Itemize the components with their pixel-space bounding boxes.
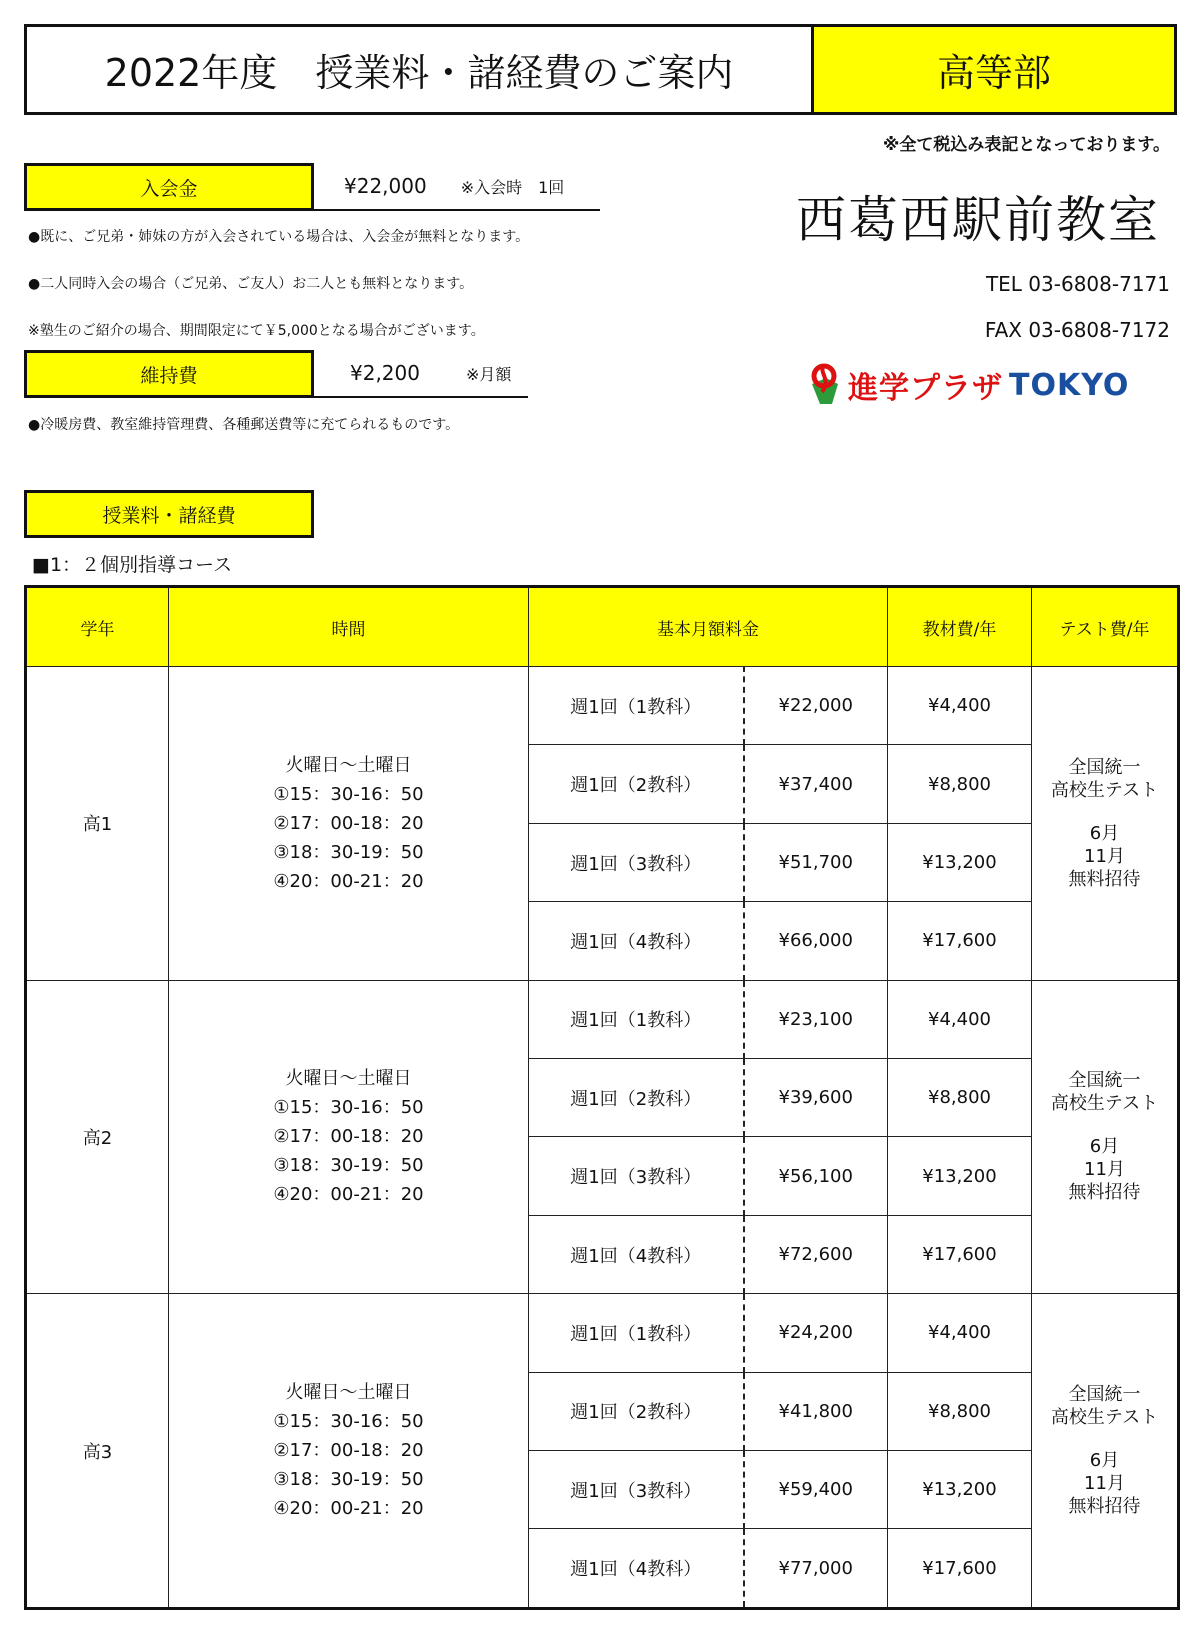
- time-slot: ③18：30-19：50: [273, 841, 424, 863]
- maintenance-fee-line: [314, 350, 528, 398]
- test-line: 全国統一: [1068, 1384, 1141, 1406]
- enrollment-note-2: ●二人同時入会の場合（ご兄弟、ご友人）お二人とも無料となります。: [28, 276, 474, 292]
- test-cell: [1032, 1294, 1179, 1609]
- time-slot: ③18：30-19：50: [273, 1155, 424, 1177]
- test-line: 11月: [1084, 845, 1125, 867]
- materials-fee: ¥13,200: [888, 1137, 1032, 1215]
- monthly-fee: ¥56,100: [744, 1137, 888, 1215]
- materials-fee: ¥17,600: [888, 1215, 1032, 1293]
- header-materials: 教材費/年: [888, 587, 1032, 667]
- header-test: テスト費/年: [1032, 587, 1179, 667]
- logo-mark-icon: [808, 362, 842, 408]
- test-line: 無料招待: [1068, 1182, 1141, 1204]
- monthly-fee: ¥66,000: [744, 902, 888, 980]
- header-grade: 学年: [26, 587, 169, 667]
- materials-fee: ¥4,400: [888, 667, 1032, 745]
- time-slot: ①15：30-16：50: [273, 1411, 424, 1433]
- lesson-frequency: 週1回（1教科）: [529, 1294, 744, 1372]
- enrollment-note-1: ●既に、ご兄弟・姉妹の方が入会されている場合は、入会金が無料となります。: [28, 229, 530, 245]
- time-slot: ④20：00-21：20: [273, 1498, 424, 1520]
- tax-note: ※全て税込み表記となっております。: [882, 135, 1170, 155]
- maintenance-amount: ¥2,200: [350, 361, 420, 385]
- time-slot: ③18：30-19：50: [273, 1469, 424, 1491]
- grade-cell: 高1: [26, 667, 169, 981]
- enrollment-label: 入会金: [24, 163, 314, 211]
- table-row: [26, 1294, 1179, 1372]
- lesson-frequency: 週1回（3教科）: [529, 1137, 744, 1215]
- course-name: ■1：２個別指導コース: [32, 554, 233, 576]
- materials-fee: ¥17,600: [888, 1529, 1032, 1609]
- monthly-fee: ¥72,600: [744, 1215, 888, 1293]
- monthly-fee: ¥39,600: [744, 1059, 888, 1137]
- page-title: 2022年度 授業料・諸経費のご案内: [27, 27, 814, 112]
- enrollment-note: ※入会時 1回: [460, 177, 565, 197]
- time-cell: [169, 1294, 529, 1609]
- test-line: 11月: [1084, 1473, 1125, 1495]
- monthly-fee: ¥24,200: [744, 1294, 888, 1372]
- materials-fee: ¥13,200: [888, 823, 1032, 901]
- materials-fee: ¥8,800: [888, 1372, 1032, 1450]
- test-line: 無料招待: [1068, 868, 1141, 890]
- time-cell: [169, 667, 529, 981]
- time-slot: ①15：30-16：50: [273, 783, 424, 805]
- materials-fee: ¥4,400: [888, 980, 1032, 1058]
- monthly-fee: ¥37,400: [744, 745, 888, 823]
- maintenance-description: ●冷暖房費、教室維持管理費、各種郵送費等に充てられるものです。: [28, 417, 460, 433]
- monthly-fee: ¥22,000: [744, 667, 888, 745]
- grade-cell: 高2: [26, 980, 169, 1294]
- logo-text-en: TOKYO: [1009, 367, 1130, 403]
- days-text: 火曜日～土曜日: [285, 754, 412, 776]
- monthly-fee: ¥51,700: [744, 823, 888, 901]
- materials-fee: ¥4,400: [888, 1294, 1032, 1372]
- test-line: 無料招待: [1068, 1496, 1141, 1518]
- tuition-label: 授業料・諸経費: [24, 490, 314, 538]
- test-line: 6月: [1089, 822, 1120, 844]
- test-line: 高校生テスト: [1050, 1093, 1159, 1115]
- logo-text: 進学プラザ: [848, 371, 1003, 406]
- maintenance-label: 維持費: [24, 350, 314, 398]
- lesson-frequency: 週1回（1教科）: [529, 667, 744, 745]
- lesson-frequency: 週1回（2教科）: [529, 1059, 744, 1137]
- tel-number: TEL 03-6808-7171: [985, 272, 1170, 296]
- materials-fee: ¥13,200: [888, 1451, 1032, 1529]
- time-slot: ②17：00-18：20: [273, 812, 424, 834]
- days-text: 火曜日～土曜日: [285, 1068, 412, 1090]
- days-text: 火曜日～土曜日: [285, 1382, 412, 1404]
- test-line: 全国統一: [1068, 1070, 1141, 1092]
- monthly-fee: ¥23,100: [744, 980, 888, 1058]
- test-cell: [1032, 667, 1179, 981]
- monthly-fee: ¥59,400: [744, 1451, 888, 1529]
- monthly-fee: ¥77,000: [744, 1529, 888, 1609]
- time-slot: ④20：00-21：20: [273, 870, 424, 892]
- lesson-frequency: 週1回（3教科）: [529, 823, 744, 901]
- time-cell: [169, 980, 529, 1294]
- lesson-frequency: 週1回（4教科）: [529, 1215, 744, 1293]
- header-monthly-fee: 基本月額料金: [529, 587, 888, 667]
- title-bar: [24, 24, 1177, 115]
- classroom-name: 西葛西駅前教室: [796, 191, 1160, 249]
- test-cell: [1032, 980, 1179, 1294]
- materials-fee: ¥17,600: [888, 902, 1032, 980]
- time-slot: ②17：00-18：20: [273, 1440, 424, 1462]
- test-line: 6月: [1089, 1136, 1120, 1158]
- test-line: 6月: [1089, 1450, 1120, 1472]
- division-label: 高等部: [814, 27, 1174, 112]
- time-slot: ④20：00-21：20: [273, 1184, 424, 1206]
- monthly-fee: ¥41,800: [744, 1372, 888, 1450]
- lesson-frequency: 週1回（1教科）: [529, 980, 744, 1058]
- lesson-frequency: 週1回（2教科）: [529, 745, 744, 823]
- table-row: [26, 980, 1179, 1058]
- lesson-frequency: 週1回（4教科）: [529, 902, 744, 980]
- header-time: 時間: [169, 587, 529, 667]
- fee-table: [24, 585, 1180, 1610]
- enrollment-amount: ¥22,000: [344, 174, 427, 198]
- lesson-frequency: 週1回（4教科）: [529, 1529, 744, 1609]
- enrollment-note-3: ※塾生のご紹介の場合、期間限定にて￥5,000となる場合がございます。: [28, 323, 485, 339]
- table-row: [26, 667, 1179, 745]
- lesson-frequency: 週1回（3教科）: [529, 1451, 744, 1529]
- table-header-row: [26, 587, 1179, 667]
- time-slot: ②17：00-18：20: [273, 1126, 424, 1148]
- materials-fee: ¥8,800: [888, 1059, 1032, 1137]
- test-line: 高校生テスト: [1050, 1407, 1159, 1429]
- test-line: 11月: [1084, 1159, 1125, 1181]
- grade-cell: 高3: [26, 1294, 169, 1609]
- brand-logo: [808, 362, 1129, 408]
- time-slot: ①15：30-16：50: [273, 1097, 424, 1119]
- fax-number: FAX 03-6808-7172: [984, 318, 1170, 342]
- test-line: 全国統一: [1068, 756, 1141, 778]
- lesson-frequency: 週1回（2教科）: [529, 1372, 744, 1450]
- enrollment-fee-line: [314, 163, 600, 211]
- materials-fee: ¥8,800: [888, 745, 1032, 823]
- maintenance-note: ※月額: [465, 364, 512, 384]
- test-line: 高校生テスト: [1050, 779, 1159, 801]
